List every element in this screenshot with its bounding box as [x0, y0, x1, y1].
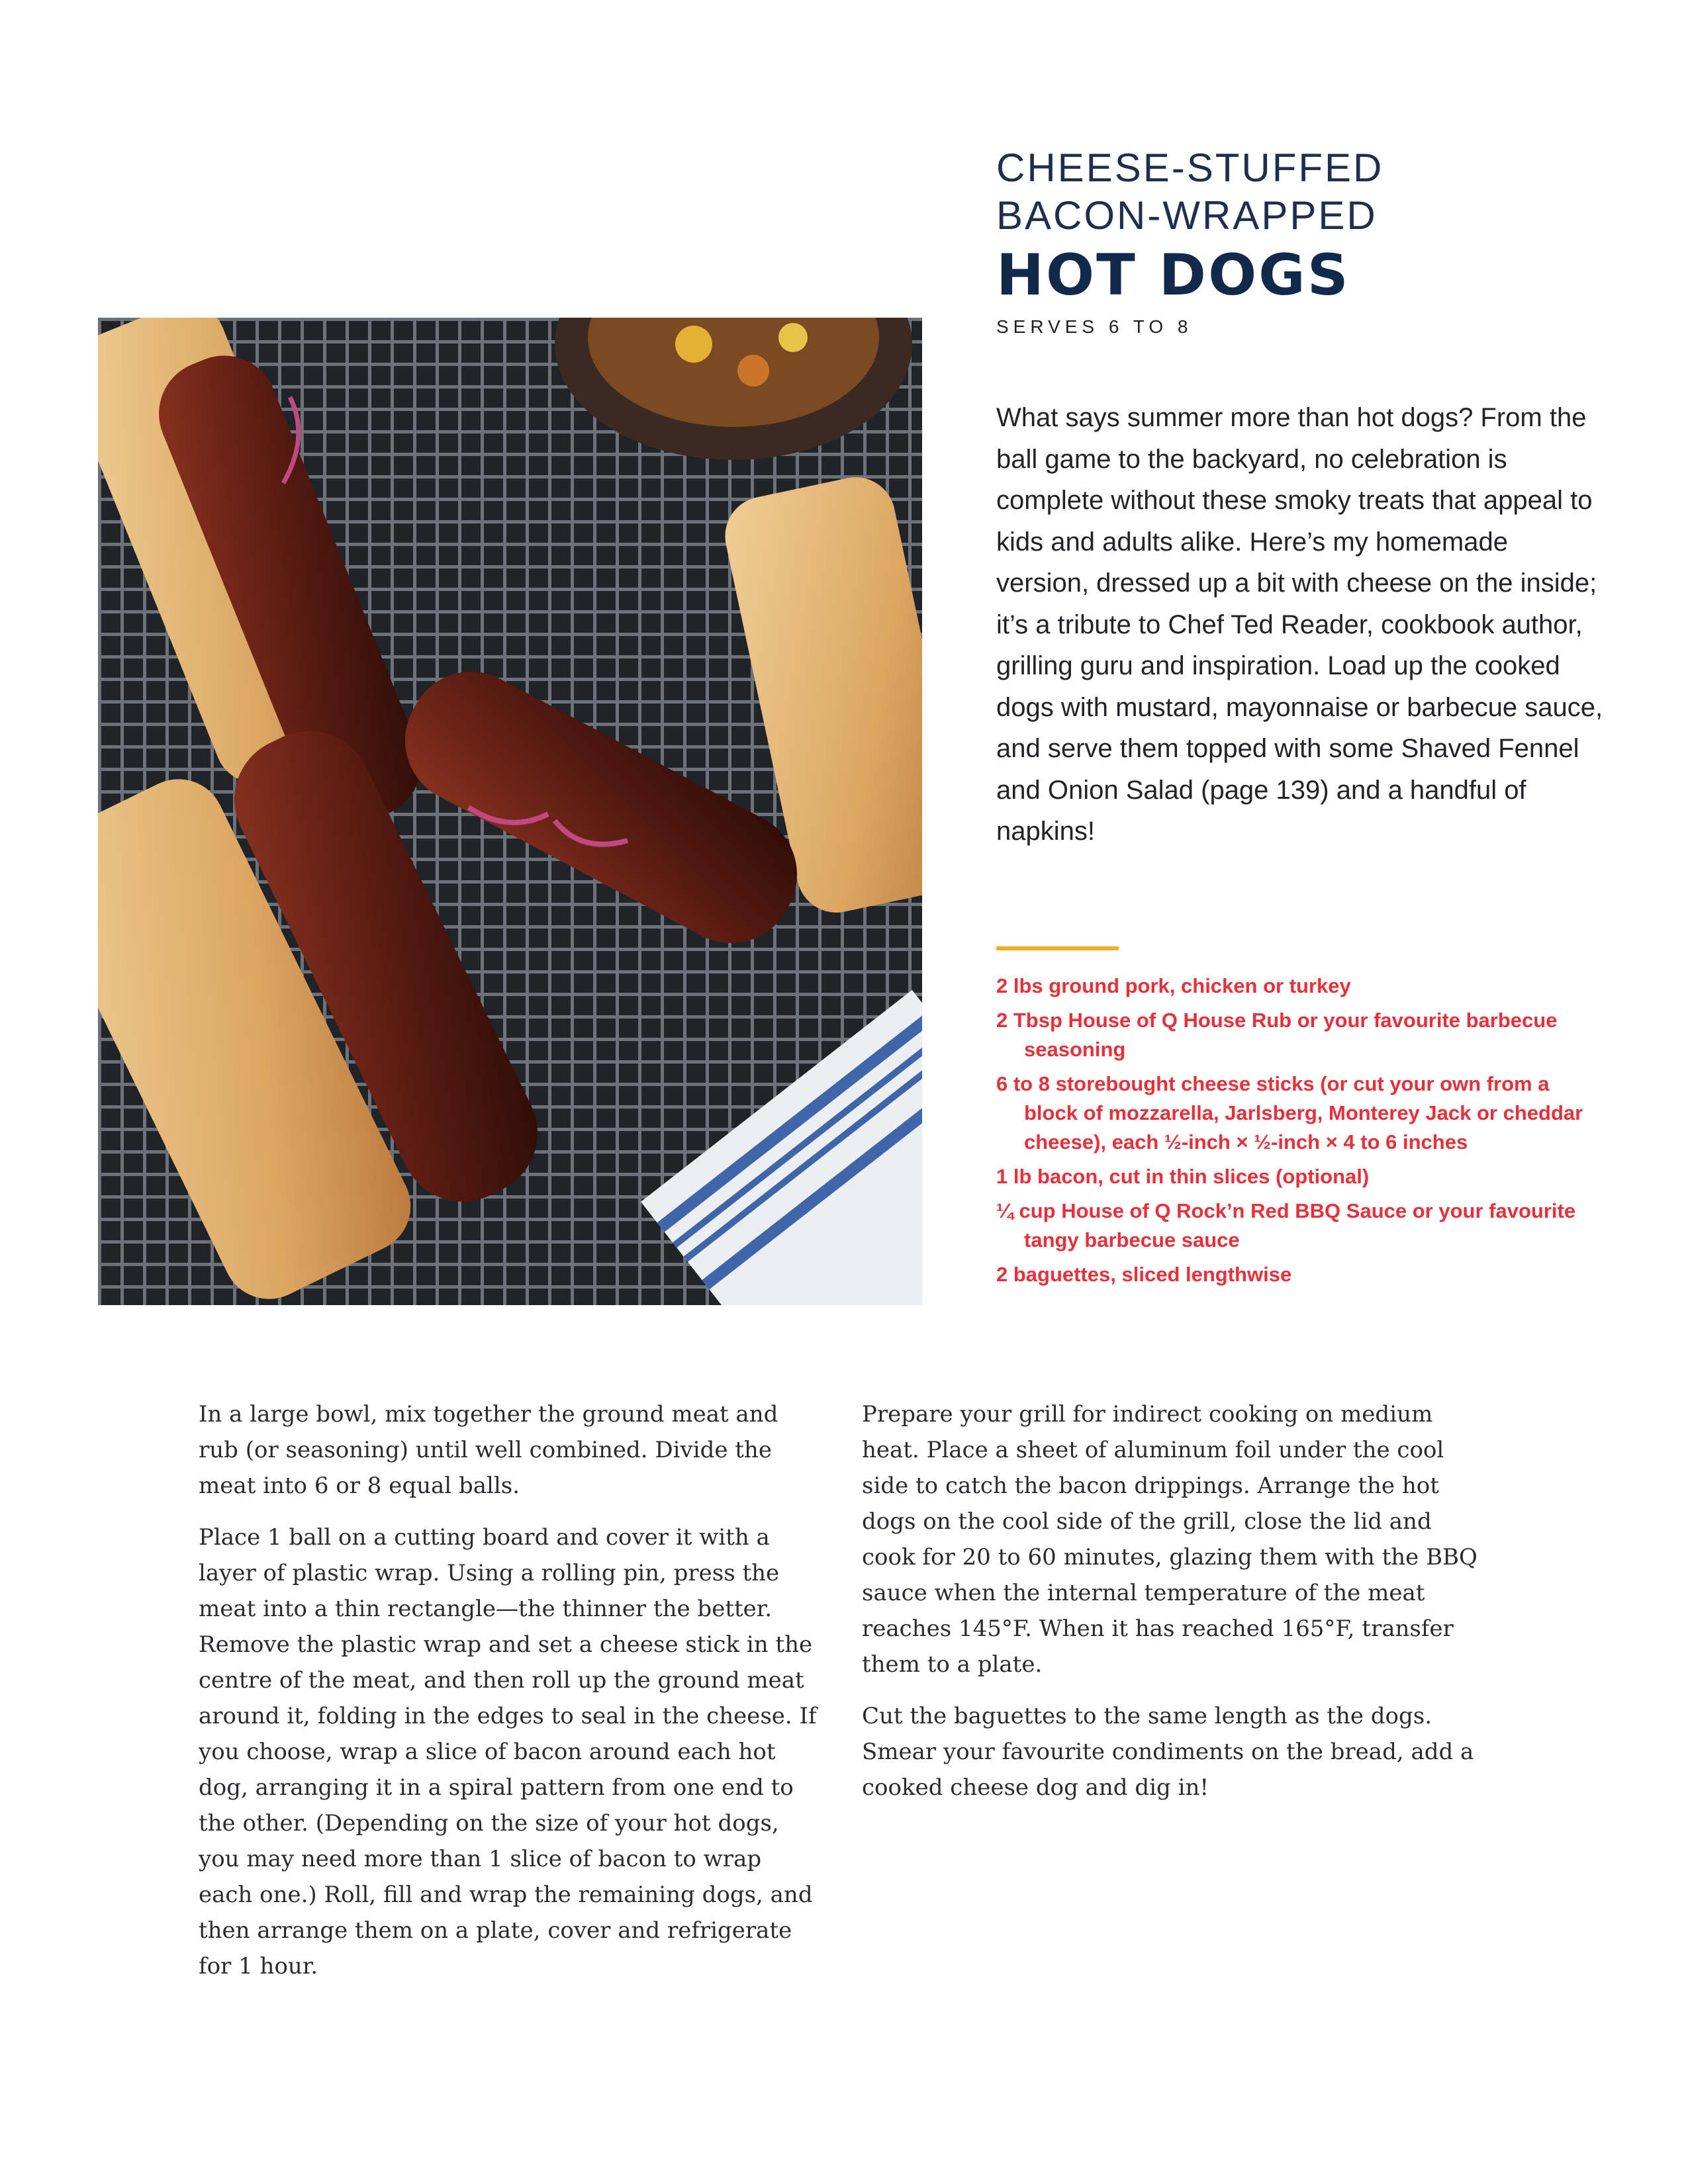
method-column-left	[199, 1396, 821, 2000]
method-step: Prepare your grill for indirect cooking on medium heat. Place a sheet of aluminum foil under the cool side to catch the bacon drippings. Arrange the hot dogs on the cool side of the grill, close the lid and cook for 20 to 60 minutes, glazing them with the BBQ sauce when the internal temperature of the meat reaches 145°F. When it has reached 165°F, transfer them to a plate.	[862, 1401, 1477, 1678]
ingredient-item: ¼ cup House of Q Rock’n Red BBQ Sauce or your favourite tangy barbecue sauce	[996, 1199, 1576, 1251]
hot-dogs-photo-illustration	[98, 318, 922, 1305]
ingredient-item: 2 baguettes, sliced lengthwise	[996, 1263, 1292, 1286]
ingredient-item: 2 lbs ground pork, chicken or turkey	[996, 974, 1351, 997]
divider-rule	[996, 946, 1119, 950]
method-step: In a large bowl, mix together the ground meat and rub (or seasoning) until well combined. Divide the meat into 6 or 8 equal balls.	[199, 1401, 778, 1499]
hot-dogs-photo	[98, 318, 922, 1305]
ingredients-list	[996, 972, 1592, 1295]
ingredient-item: 1 lb bacon, cut in thin slices (optional)	[996, 1165, 1370, 1188]
method-step: Place 1 ball on a cutting board and cover it with a layer of plastic wrap. Using a rolling pin, press the meat into a thin rectangle—the thinner the better. Remove the plastic wrap and set a cheese stick in the centre of the meat, and then roll up the ground meat around it, folding in the edges to seal in the cheese. If you choose, wrap a slice of bacon around each hot dog, arranging it in a spiral pattern from one end to the other. (Depending on the size of your hot dogs, you may need more than 1 slice of bacon to wrap each one.) Roll, fill and wrap the remaining dogs, and then arrange them on a plate, cover and refrigerate for 1 hour.	[199, 1524, 817, 1979]
method-step: Cut the baguettes to the same length as the dogs. Smear your favourite condiments on the bread, add a cooked cheese dog and dig in!	[862, 1703, 1474, 1801]
title-line-2: BACON-WRAPPED	[996, 193, 1378, 238]
serves-label: SERVES 6 TO 8	[996, 316, 1193, 337]
intro-paragraph: What says summer more than hot dogs? From the ball game to the backyard, no celebration is complete without these smoky treats that appeal to kids and adults alike. Here’s my homemade version, dressed up a bit with cheese on the inside; it’s a tribute to Chef Ted Reader, cookbook author, grilling guru and inspiration. Load up the cooked dogs with mustard, mayonnaise or barbecue sauce, and serve them topped with some Shaved Fennel and Onion Salad (page 139) and a handful of napkins!	[996, 403, 1603, 846]
recipe-title	[996, 144, 1625, 310]
title-main: HOT DOGS	[996, 242, 1350, 308]
method-column-right	[862, 1396, 1484, 1821]
ingredient-item: 6 to 8 storebought cheese sticks (or cut your own from a block of mozzarella, Jarlsberg, Monterey Jack or cheddar cheese), each ½-inch × ½-inch × 4 to 6 inches	[996, 1072, 1583, 1154]
ingredient-item: 2 Tbsp House of Q House Rub or your favourite barbecue seasoning	[996, 1009, 1558, 1061]
title-line-1: CHEESE-STUFFED	[996, 146, 1384, 190]
